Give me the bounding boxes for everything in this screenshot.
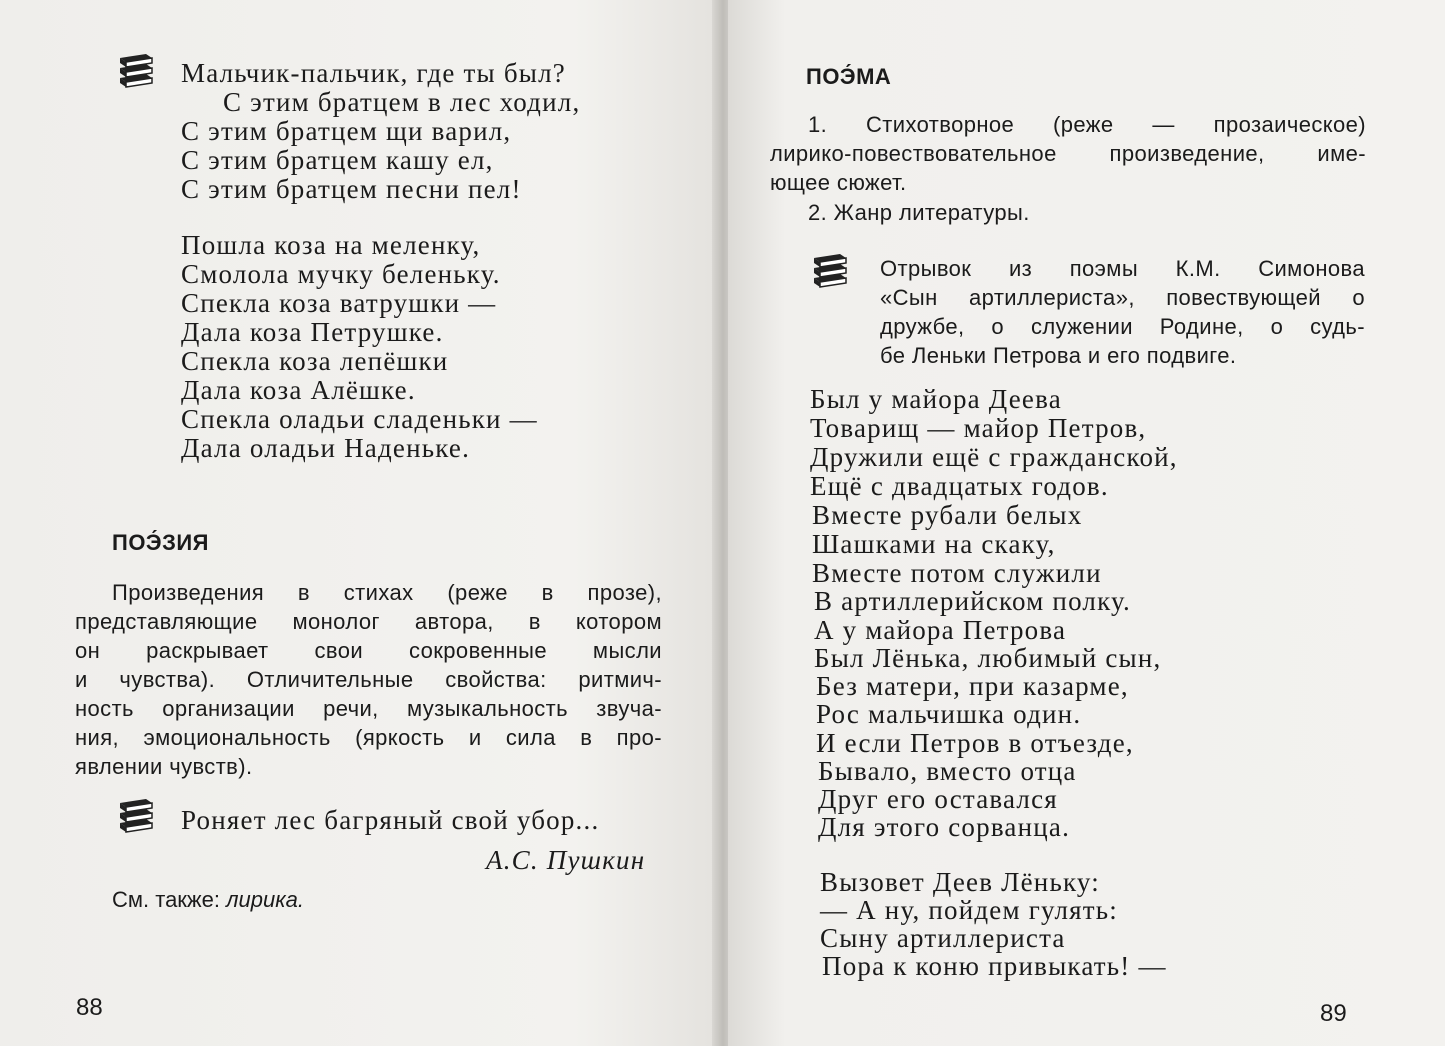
poem-line: С этим братцем песни пел! xyxy=(181,174,522,204)
poem-line: Вызовет Деев Лёньку: xyxy=(820,867,1100,897)
definition-line: ния, эмоциональность (яркость и сила в про- xyxy=(75,725,662,750)
poem-line: Сыну артиллериста xyxy=(820,923,1066,953)
poem-line: Шашками на скаку, xyxy=(812,529,1056,559)
poem-line: Вместе рубали белых xyxy=(812,500,1083,530)
poem-line: Дала коза Петрушке. xyxy=(181,317,444,347)
poem-line: — А ну, пойдем гулять: xyxy=(820,895,1118,925)
term-heading: ПОЭ́ЗИЯ xyxy=(112,530,209,555)
page-number: 88 xyxy=(76,994,103,1021)
definition-line: ющее сюжет. xyxy=(770,170,907,195)
poem-line: Мальчик-пальчик, где ты был? xyxy=(181,58,566,88)
poem-line: Дружили ещё с гражданской, xyxy=(810,442,1178,472)
poem-line: С этим братцем кашу ел, xyxy=(181,145,494,175)
definition-line: 2. Жанр литературы. xyxy=(808,200,1030,225)
poem-line: Без матери, при казарме, xyxy=(816,671,1129,701)
poem-line: Смолола мучку беленьку. xyxy=(181,259,501,289)
intro-line: Отрывок из поэмы К.М. Симонова xyxy=(880,256,1365,281)
definition-line: ность организации речи, музыкальность звуча- xyxy=(75,696,662,721)
poem-line: С этим братцем щи варил, xyxy=(181,116,512,146)
poem-line: Вместе потом служили xyxy=(812,558,1102,588)
see-also xyxy=(112,887,304,913)
definition-line: 1. Стихотворное (реже — прозаическое) xyxy=(808,112,1366,137)
definition-line: представляющие монолог автора, в котором xyxy=(75,609,662,634)
poem-line: И если Петров в отъезде, xyxy=(816,728,1134,758)
see-also-term[interactable]: лирика. xyxy=(226,887,304,912)
poem-line: А у майора Петрова xyxy=(814,615,1067,645)
term-heading: ПОЭ́МА xyxy=(806,64,892,89)
page-number: 89 xyxy=(1320,1000,1347,1027)
intro-line: дружбе, о служении Родине, о судь- xyxy=(880,314,1365,339)
poem-line: Дала оладьи Наденьке. xyxy=(181,433,471,463)
left-page xyxy=(0,0,718,1046)
poem-line: В артиллерийском полку. xyxy=(814,586,1131,616)
poem-line: Товарищ — майор Петров, xyxy=(810,413,1147,443)
poem-line: Дала коза Алёшке. xyxy=(181,375,416,405)
poem-line: Для этого сорванца. xyxy=(818,812,1071,842)
poem-line: Пора к коню привыкать! — xyxy=(822,951,1167,981)
poem-line: Спекла коза лепёшки xyxy=(181,346,449,376)
poem-line: Спекла оладьи сладеньки — xyxy=(181,404,538,434)
right-page xyxy=(728,0,1445,1046)
poem-line: Был у майора Деева xyxy=(810,384,1062,414)
poem-line: Бывало, вместо отца xyxy=(818,756,1077,786)
definition-line: и чувства). Отличительные свойства: ритмич- xyxy=(75,667,662,692)
quote-line: Роняет лес багряный свой убор... xyxy=(181,805,600,835)
poem-line: Друг его оставался xyxy=(818,784,1058,814)
poem-line: Ещё с двадцатых годов. xyxy=(810,471,1109,501)
see-also-label: См. также: xyxy=(112,887,220,912)
intro-line: «Сын артиллериста», повествующей о xyxy=(880,285,1365,310)
books-icon xyxy=(810,250,850,290)
poem-line: Пошла коза на меленку, xyxy=(181,230,481,260)
quote-author: А.С. Пушкин xyxy=(486,845,646,875)
poem-line: Спекла коза ватрушки — xyxy=(181,288,497,318)
definition-line: Произведения в стихах (реже в прозе), xyxy=(112,580,662,605)
poem-line: С этим братцем в лес ходил, xyxy=(223,87,581,117)
books-icon xyxy=(116,795,156,835)
poem-line: Был Лёнька, любимый сын, xyxy=(814,643,1162,673)
definition-line: явлении чувств). xyxy=(75,754,253,779)
definition-line: он раскрывает свои сокровенные мысли xyxy=(75,638,662,663)
poem-line: Рос мальчишка один. xyxy=(816,699,1082,729)
intro-line: бе Леньки Петрова и его подвиге. xyxy=(880,343,1237,368)
books-icon xyxy=(116,50,156,90)
definition-line: лирико-повествовательное произведение, име- xyxy=(770,141,1366,166)
